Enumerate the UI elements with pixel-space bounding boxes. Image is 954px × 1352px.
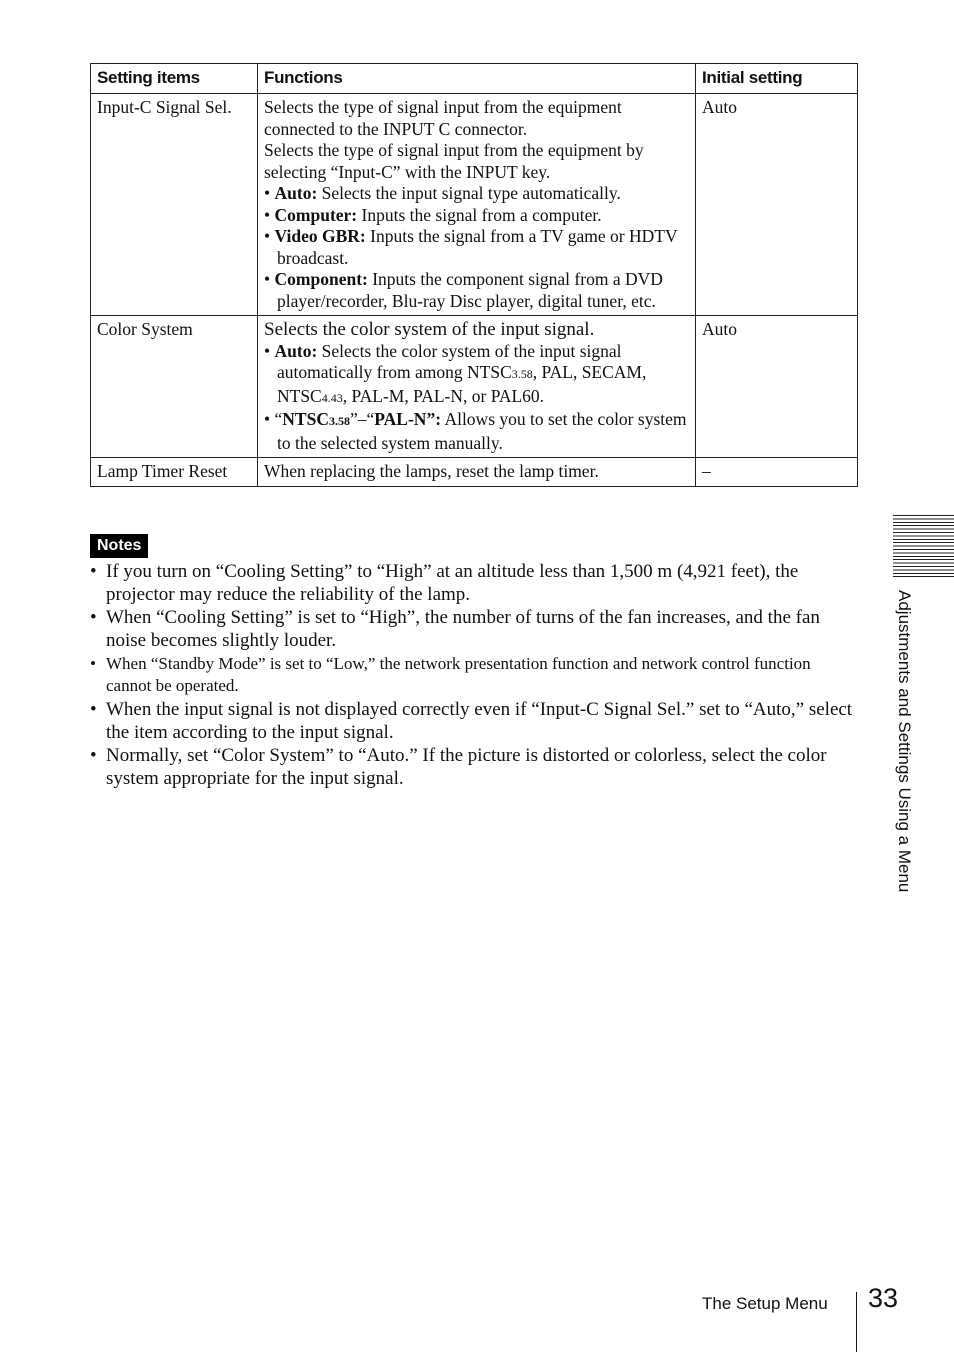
- note-text: If you turn on “Cooling Setting” to “High” at an altitude less than 1,500 m (4,921 feet), the projector may reduce the reliability of the lamp.: [106, 561, 799, 605]
- option-name: Video GBR:: [274, 226, 366, 246]
- option-name: ”:: [426, 409, 442, 429]
- note-item: [90, 606, 856, 652]
- side-tab-label: Adjustments and Settings Using a Menu: [895, 590, 914, 893]
- setting-item-color-system: Color System: [91, 316, 258, 458]
- function-color-system: [258, 316, 696, 458]
- function-option: • Computer: Inputs the signal from a computer.: [264, 204, 602, 225]
- function-option: • Auto: Selects the color system of the input signal automatically from among NTSC3.58, PAL, SECAM, NTSC4.43, PAL-M, PAL-N, or PAL60.: [264, 340, 647, 406]
- note-text: When “Cooling Setting” is set to “High”, the number of turns of the fan increases, and the fan noise becomes slightly louder.: [106, 607, 820, 651]
- option-desc: , PAL-M, PAL-N, or PAL60.: [342, 385, 545, 406]
- function-line: Selects the color system of the input signal.: [264, 319, 595, 340]
- subscript: 4.43: [321, 390, 343, 405]
- table-row: [91, 458, 858, 487]
- option-desc: Allows you to set the color system to the selected system manually.: [277, 409, 687, 453]
- note-item: [90, 653, 856, 697]
- note-item: [90, 698, 856, 744]
- option-desc: Inputs the component signal from a DVD player/recorder, Blu-ray Disc player, digital tuner, etc.: [277, 269, 663, 311]
- quote: “: [274, 409, 283, 429]
- page-number: 33: [868, 1283, 899, 1313]
- settings-table: [90, 63, 858, 487]
- quote: ”–“: [349, 409, 375, 429]
- header-functions: Functions: [258, 64, 696, 94]
- table-header-row: [91, 64, 858, 94]
- bullet: •: [90, 561, 97, 582]
- option-name: Auto:: [274, 340, 318, 361]
- setting-item-lamp-timer-reset: Lamp Timer Reset: [91, 458, 258, 487]
- note-item: [90, 560, 856, 606]
- option-name: Computer:: [274, 204, 358, 225]
- option-desc: Inputs the signal from a computer.: [357, 204, 602, 225]
- side-tab-stripes: [893, 515, 954, 579]
- function-option: • Video GBR: Inputs the signal from a TV game or HDTV broadcast.: [264, 226, 678, 268]
- function-option: • Component: Inputs the component signal from a DVD player/recorder, Blu-ray Disc player, digital tuner, etc.: [264, 269, 663, 311]
- setting-item-input-c: Input-C Signal Sel.: [91, 94, 258, 316]
- initial-setting-input-c: Auto: [696, 94, 858, 316]
- option-name: NTSC: [282, 409, 329, 429]
- initial-setting-lamp-timer-reset: –: [696, 458, 858, 487]
- footer-section-title: The Setup Menu: [702, 1294, 828, 1313]
- note-text: When “Standby Mode” is set to “Low,” the network presentation function and network control function cannot be operated.: [106, 654, 811, 695]
- function-option: • Auto: Selects the input signal type automatically.: [264, 183, 621, 203]
- function-option: • “NTSC3.58”–“PAL-N”: Allows you to set the color system to the selected system manually.: [264, 409, 687, 453]
- function-line: Selects the type of signal input from the equipment by selecting “Input-C” with the INPUT key.: [264, 140, 644, 182]
- note-text: When the input signal is not displayed correctly even if “Input-C Signal Sel.” set to “Auto,” select the item according to the input signal.: [106, 699, 853, 743]
- notes-label: Notes: [90, 534, 148, 558]
- bullet: •: [90, 699, 97, 720]
- option-name: Component:: [274, 269, 368, 289]
- footer-divider: [856, 1292, 857, 1352]
- header-initial-setting: Initial setting: [696, 64, 858, 94]
- option-name: Auto:: [274, 183, 318, 203]
- option-desc: Inputs the signal from a TV game or HDTV broadcast.: [277, 226, 678, 268]
- note-text: Normally, set “Color System” to “Auto.” If the picture is distorted or colorless, select the color system appropriate for the input signal.: [106, 745, 827, 789]
- notes-list: [90, 560, 856, 790]
- option-desc: Selects the input signal type automatically.: [317, 183, 621, 203]
- table-row: [91, 94, 858, 316]
- bullet: •: [90, 654, 96, 673]
- function-input-c: [258, 94, 696, 316]
- option-desc: Selects the color system of the input signal automatically from among NTSC: [277, 340, 622, 382]
- note-item: [90, 744, 856, 790]
- option-desc: , PAL, SECAM, NTSC: [277, 362, 647, 406]
- bullet: •: [90, 745, 97, 766]
- subscript: 3.58: [328, 414, 350, 428]
- function-line: Selects the type of signal input from the equipment connected to the INPUT C connector.: [264, 97, 622, 139]
- function-lamp-timer-reset: When replacing the lamps, reset the lamp timer.: [258, 458, 696, 487]
- bullet: •: [90, 607, 97, 628]
- option-name: PAL-N: [374, 409, 427, 429]
- header-setting-items: Setting items: [91, 64, 258, 94]
- subscript: 3.58: [511, 367, 533, 381]
- initial-setting-color-system: Auto: [696, 316, 858, 458]
- table-row: [91, 316, 858, 458]
